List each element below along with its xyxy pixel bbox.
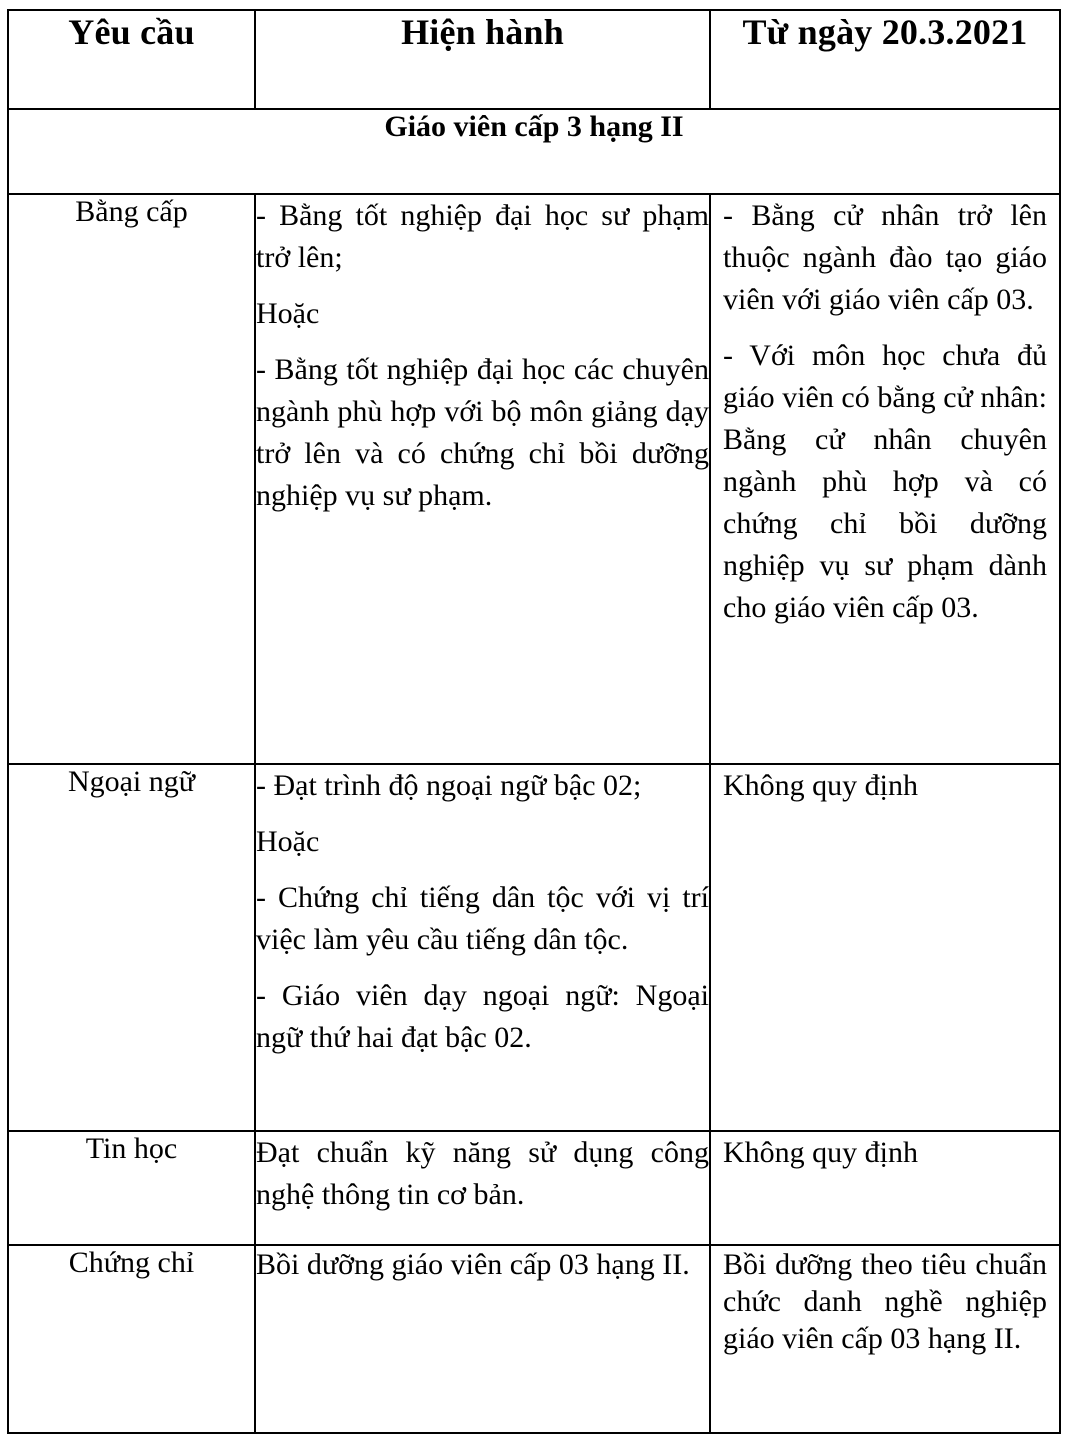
paragraph: Đạt chuẩn kỹ năng sử dụng công nghệ thông tin cơ bản.	[256, 1136, 709, 1211]
paragraph: Bồi dưỡng theo tiêu chuẩn chức danh nghề nghiệp giáo viên cấp 03 hạng II.	[723, 1248, 1047, 1355]
row-label-chung-chi: Chứng chỉ	[8, 1245, 255, 1433]
paragraph: Hoặc	[256, 825, 320, 858]
paragraph: - Bằng tốt nghiệp đại học sư phạm trở lên;	[256, 199, 709, 274]
header-from-date: Từ ngày 20.3.2021	[710, 10, 1060, 109]
header-current: Hiện hành	[255, 10, 710, 109]
row-label-ngoai-ngu: Ngoại ngữ	[8, 764, 255, 1131]
section-row	[8, 109, 1060, 194]
paragraph: - Đạt trình độ ngoại ngữ bậc 02;	[256, 769, 642, 802]
table-row	[8, 764, 1060, 1131]
paragraph: Không quy định	[723, 1136, 918, 1169]
table-row	[8, 1131, 1060, 1245]
paragraph: Hoặc	[256, 297, 320, 330]
paragraph: Bồi dưỡng giáo viên cấp 03 hạng II.	[256, 1248, 690, 1281]
paragraph: Không quy định	[723, 769, 918, 802]
paragraph: - Giáo viên dạy ngoại ngữ: Ngoại ngữ thứ hai đạt bậc 02.	[256, 979, 709, 1054]
header-requirement: Yêu cầu	[8, 10, 255, 109]
table-row	[8, 194, 1060, 764]
from-date-cell	[710, 764, 1060, 1131]
paragraph: - Bằng cử nhân trở lên thuộc ngành đào tạo giáo viên với giáo viên cấp 03.	[723, 199, 1047, 316]
header-row	[8, 10, 1060, 109]
table-row	[8, 1245, 1060, 1433]
section-title: Giáo viên cấp 3 hạng II	[8, 109, 1060, 194]
row-label-tin-hoc: Tin học	[8, 1131, 255, 1245]
requirements-table	[7, 9, 1061, 1434]
current-cell	[255, 1245, 710, 1433]
from-date-cell	[710, 1131, 1060, 1245]
current-cell	[255, 764, 710, 1131]
from-date-cell	[710, 194, 1060, 764]
current-cell	[255, 194, 710, 764]
paragraph: - Bằng tốt nghiệp đại học các chuyên ngành phù hợp với bộ môn giảng dạy trở lên và có chứng chỉ bồi dưỡng nghiệp vụ sư phạm.	[256, 353, 709, 512]
paragraph: - Với môn học chưa đủ giáo viên có bằng cử nhân: Bằng cử nhân chuyên ngành phù hợp và có chứng chỉ bồi dưỡng nghiệp vụ sư phạm dành cho giáo viên cấp 03.	[723, 339, 1047, 624]
paragraph: - Chứng chỉ tiếng dân tộc với vị trí việc làm yêu cầu tiếng dân tộc.	[256, 881, 709, 956]
current-cell	[255, 1131, 710, 1245]
from-date-cell	[710, 1245, 1060, 1433]
row-label-bang-cap: Bằng cấp	[8, 194, 255, 764]
